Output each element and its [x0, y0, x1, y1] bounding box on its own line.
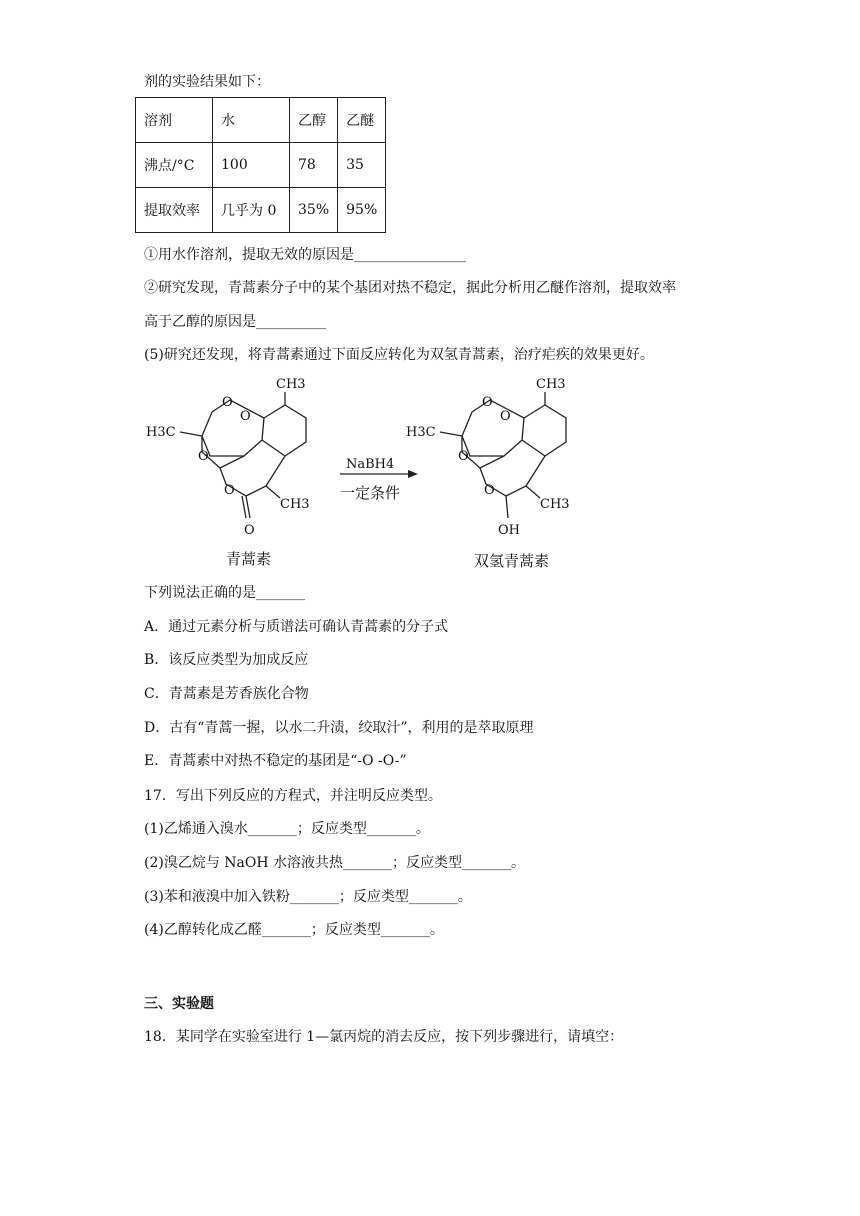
label-o-left-3: O: [198, 449, 209, 464]
table-cell: 95%: [338, 188, 386, 233]
table-cell: 乙醚: [338, 98, 386, 143]
label-o-right-1: O: [482, 395, 493, 410]
question-17-title: 17．写出下列反应的方程式，并注明反应类型。: [144, 788, 442, 804]
option-a: A．通过元素分析与质谱法可确认青蒿素的分子式: [144, 619, 449, 635]
table-cell: 沸点/°C: [136, 143, 213, 188]
section-heading: 三、实验题: [144, 996, 214, 1012]
table-row: [136, 98, 386, 143]
question-4-1: ①用水作溶剂，提取无效的原因是________________: [144, 247, 466, 263]
condition-label: 一定条件: [340, 484, 401, 502]
table-cell: 几乎为 0: [213, 188, 290, 233]
reaction-figure: [140, 370, 600, 580]
question-4-2-line2: 高于乙醇的原因是__________: [144, 314, 326, 330]
table-row: [136, 143, 386, 188]
question-17-item: (2)溴乙烷与 NaOH 水溶液共热_______；反应类型_______。: [144, 855, 526, 871]
question-5-prompt: 下列说法正确的是_______: [144, 585, 305, 601]
table-cell: 溶剂: [136, 98, 213, 143]
label-h3c-right: H3C: [406, 425, 436, 440]
label-ch3-top-right: CH3: [536, 377, 566, 392]
label-o-left-1: O: [222, 395, 233, 410]
label-ch3-left-lower: CH3: [280, 497, 310, 512]
solvent-table: [135, 97, 386, 233]
option-d: D．古有“青蒿一握，以水二升渍，绞取汁”，利用的是萃取原理: [144, 720, 534, 736]
label-carbonyl-o: O: [244, 523, 255, 538]
label-o-right-4: O: [484, 483, 495, 498]
intro-text: 剂的实验结果如下：: [144, 74, 270, 90]
option-e: E．青蒿素中对热不稳定的基团是“-O -O-”: [144, 753, 407, 769]
question-5: (5)研究还发现，将青蒿素通过下面反应转化为双氢青蒿素，治疗疟疾的效果更好。: [144, 347, 654, 363]
question-17-item: (3)苯和液溴中加入铁粉_______；反应类型_______。: [144, 889, 472, 905]
table-cell: 乙醇: [290, 98, 338, 143]
question-17-item: (4)乙醇转化成乙醛_______；反应类型_______。: [144, 922, 444, 938]
table-row: [136, 188, 386, 233]
label-o-left-4: O: [224, 483, 235, 498]
question-17-item: (1)乙烯通入溴水_______；反应类型_______。: [144, 821, 430, 837]
table-cell: 水: [213, 98, 290, 143]
option-b: B．该反应类型为加成反应: [144, 652, 309, 668]
label-h3c-left: H3C: [146, 425, 176, 440]
reagent-label: NaBH4: [346, 457, 395, 472]
question-4-2-line1: ②研究发现，青蒿素分子中的某个基团对热不稳定，据此分析用乙醚作溶剂，提取效率: [144, 280, 676, 296]
label-o-right-2: O: [500, 409, 511, 424]
label-o-left-2: O: [240, 409, 251, 424]
table-cell: 100: [213, 143, 290, 188]
right-compound-name: 双氢青蒿素: [474, 552, 550, 570]
table-cell: 35: [338, 143, 386, 188]
option-c: C．青蒿素是芳香族化合物: [144, 686, 309, 702]
label-oh: OH: [498, 523, 520, 538]
left-compound-name: 青蒿素: [226, 550, 272, 568]
table-cell: 35%: [290, 188, 338, 233]
label-ch3-right-lower: CH3: [540, 497, 570, 512]
label-o-right-3: O: [458, 449, 469, 464]
table-cell: 78: [290, 143, 338, 188]
label-ch3-top-left: CH3: [276, 377, 306, 392]
table-cell: 提取效率: [136, 188, 213, 233]
question-18: 18．某同学在实验室进行 1—氯丙烷的消去反应，按下列步骤进行，请填空：: [144, 1029, 624, 1045]
